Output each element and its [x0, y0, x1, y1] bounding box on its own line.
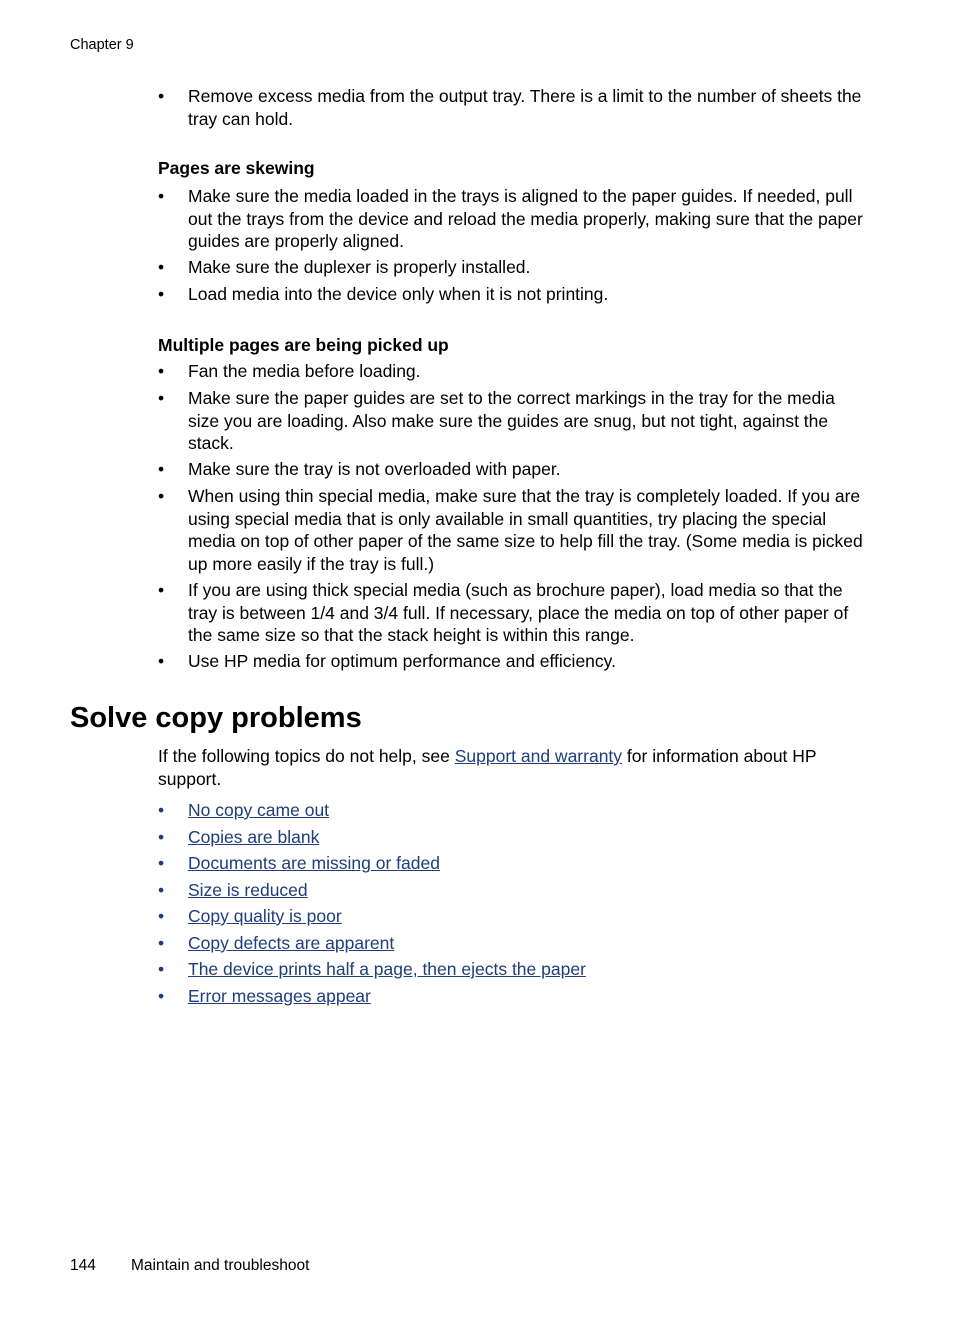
list-item — [158, 256, 868, 279]
intro-text: If the following topics do not help, see — [158, 746, 455, 766]
list-item-text: Make sure the media loaded in the trays is aligned to the paper guides. If needed, pull out the trays from the device and reload the media properly, making sure that the paper guides are properly aligned. — [188, 186, 863, 251]
section-intro — [158, 745, 868, 791]
bullet-icon: • — [158, 906, 165, 926]
bullet-icon: • — [158, 388, 165, 408]
list-item — [158, 826, 319, 848]
bullet-icon: • — [158, 361, 165, 381]
list-item — [158, 387, 868, 455]
topic-link[interactable]: Size is reduced — [188, 880, 308, 900]
bullet-icon: • — [158, 651, 165, 671]
bullet-icon: • — [158, 800, 165, 820]
bullet-icon: • — [158, 959, 165, 979]
topic-link[interactable]: Copy defects are apparent — [188, 933, 395, 953]
topic-link[interactable]: No copy came out — [188, 800, 330, 820]
chapter-header: Chapter 9 — [70, 37, 134, 53]
list-item-text: Load media into the device only when it is not printing. — [188, 284, 609, 304]
list-item — [158, 360, 868, 383]
topic-link[interactable]: Documents are missing or faded — [188, 853, 440, 873]
list-item — [158, 458, 868, 481]
list-item — [158, 185, 868, 253]
list-item — [158, 985, 371, 1007]
intro-text-end: for information about HP support. — [158, 746, 817, 789]
list-item — [158, 650, 868, 673]
page-number: 144 — [70, 1257, 96, 1274]
topic-link[interactable]: Copy quality is poor — [188, 906, 342, 926]
topic-link[interactable]: Error messages appear — [188, 986, 371, 1006]
list-item — [158, 485, 868, 575]
bullet-icon: • — [158, 459, 165, 479]
list-item — [158, 283, 868, 306]
list-item-text: Make sure the paper guides are set to the correct markings in the tray for the media size you are loading. Also make sure the guides are snug, but not tight, against the stack. — [188, 388, 835, 453]
section-title: Solve copy problems — [70, 702, 362, 734]
list-item-text: Fan the media before loading. — [188, 361, 421, 381]
subheading-skewing: Pages are skewing — [158, 158, 315, 178]
bullet-icon: • — [158, 880, 165, 900]
list-item — [158, 579, 868, 647]
list-item-text: Use HP media for optimum performance and efficiency. — [188, 651, 616, 671]
list-item — [158, 85, 868, 130]
list-item-text: When using thin special media, make sure that the tray is completely loaded. If you are using special media that is only available in small quantities, try placing the special media on top of other paper of the same size to help fill the tray. (Some media is picked up more easily if the tray is full.) — [188, 486, 863, 574]
list-item-text: Remove excess media from the output tray. There is a limit to the number of sheets the tray can hold. — [188, 86, 862, 129]
subheading-multiple-pages: Multiple pages are being picked up — [158, 335, 449, 355]
list-item-text: Make sure the tray is not overloaded with paper. — [188, 459, 561, 479]
bullet-icon: • — [158, 580, 165, 600]
list-item — [158, 958, 586, 980]
bullet-icon: • — [158, 853, 165, 873]
bullet-icon: • — [158, 284, 165, 304]
list-item — [158, 879, 308, 901]
bullet-icon: • — [158, 986, 165, 1006]
support-warranty-link[interactable]: Support and warranty — [454, 746, 623, 766]
list-item — [158, 905, 342, 927]
footer-section: Maintain and troubleshoot — [131, 1257, 310, 1274]
list-item-text: Make sure the duplexer is properly installed. — [188, 257, 531, 277]
list-item — [158, 932, 394, 954]
bullet-icon: • — [158, 933, 165, 953]
bullet-icon: • — [158, 257, 165, 277]
bullet-icon: • — [158, 827, 165, 847]
list-item — [158, 852, 440, 874]
topic-link[interactable]: Copies are blank — [188, 827, 320, 847]
bullet-icon: • — [158, 186, 165, 206]
bullet-icon: • — [158, 86, 165, 106]
bullet-icon: • — [158, 486, 165, 506]
list-item-text: If you are using thick special media (such as brochure paper), load media so that the tray is between 1/4 and 3/4 full. If necessary, place the media on top of other paper of the same size so that the stack height is within this range. — [188, 580, 849, 645]
topic-link[interactable]: The device prints half a page, then ejects the paper — [188, 959, 586, 979]
list-item — [158, 799, 329, 821]
